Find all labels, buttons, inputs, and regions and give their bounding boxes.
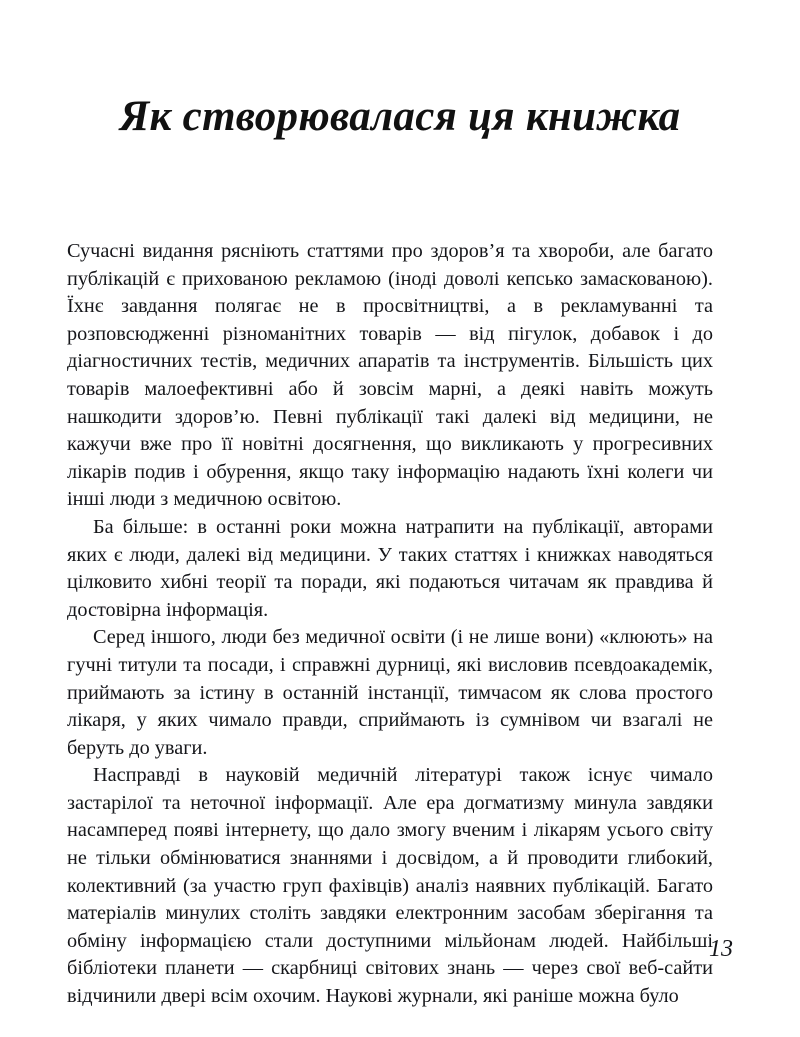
- paragraph: Ба більше: в останні роки можна натрапити на публікації, авторами яких є люди, далекі від медицини. У таких статтях і книжках наводяться цілковито хибні теорії та поради, які подаються читачам як правдива й достовірна інформація.: [67, 515, 713, 621]
- page-title: Як створювалася ця книжка: [119, 92, 681, 140]
- paragraph: Сучасні видання рясніють статтями про здоров’я та хвороби, але багато публікацій є прихованою рекламою (іноді доволі кепсько замаскованою). Їхнє завдання полягає не в просвітництві, а в рекламуванні та розповсюдженні різноманітних товарів — від пігулок, добавок і до діагностичних тестів, медичних апаратів та інструментів. Більшість цих товарів малоефективні або й зовсім марні, а деякі навіть можуть нашкодити здоров’ю. Певні публікації такі далекі від медицини, не кажучи вже про її новітні досягнення, що викликають у прогресивних лікарів подив і обурення, якщо таку інформацію надають їхні колеги чи інші люди з медичною освітою.: [67, 240, 713, 511]
- body-text-column: [67, 238, 713, 1011]
- page-number: 13: [709, 936, 733, 962]
- paragraph: Серед іншого, люди без медичної освіти (і не лише вони) «клюють» на гучні титули та посади, і справжні дурниці, які висловив псевдоакадемік, приймають за істину в останній інстанції, тимчасом як слова простого лікаря, у яких чимало правди, сприймають із сумнівом чи взагалі не беруть до уваги.: [67, 626, 713, 759]
- paragraph: Насправді в науковій медичній літературі також існує чимало застарілої та неточної інформації. Але ера догматизму минула завдяки насамперед появі інтернету, що дало змогу вченим і лікарям усього світу не тільки обмінюватися знаннями і досвідом, а й проводити глибокий, колективний (за участю груп фахівців) аналіз наявних публікацій. Багато матеріалів минулих століть завдяки електронним засобам зберігання та обміну інформацією стали доступними мільйонам людей. Найбільші бібліотеки планети — скарбниці світових знань — через свої веб-сайти відчинили двері всім охочим. Наукові журнали, які раніше можна було: [67, 764, 713, 1008]
